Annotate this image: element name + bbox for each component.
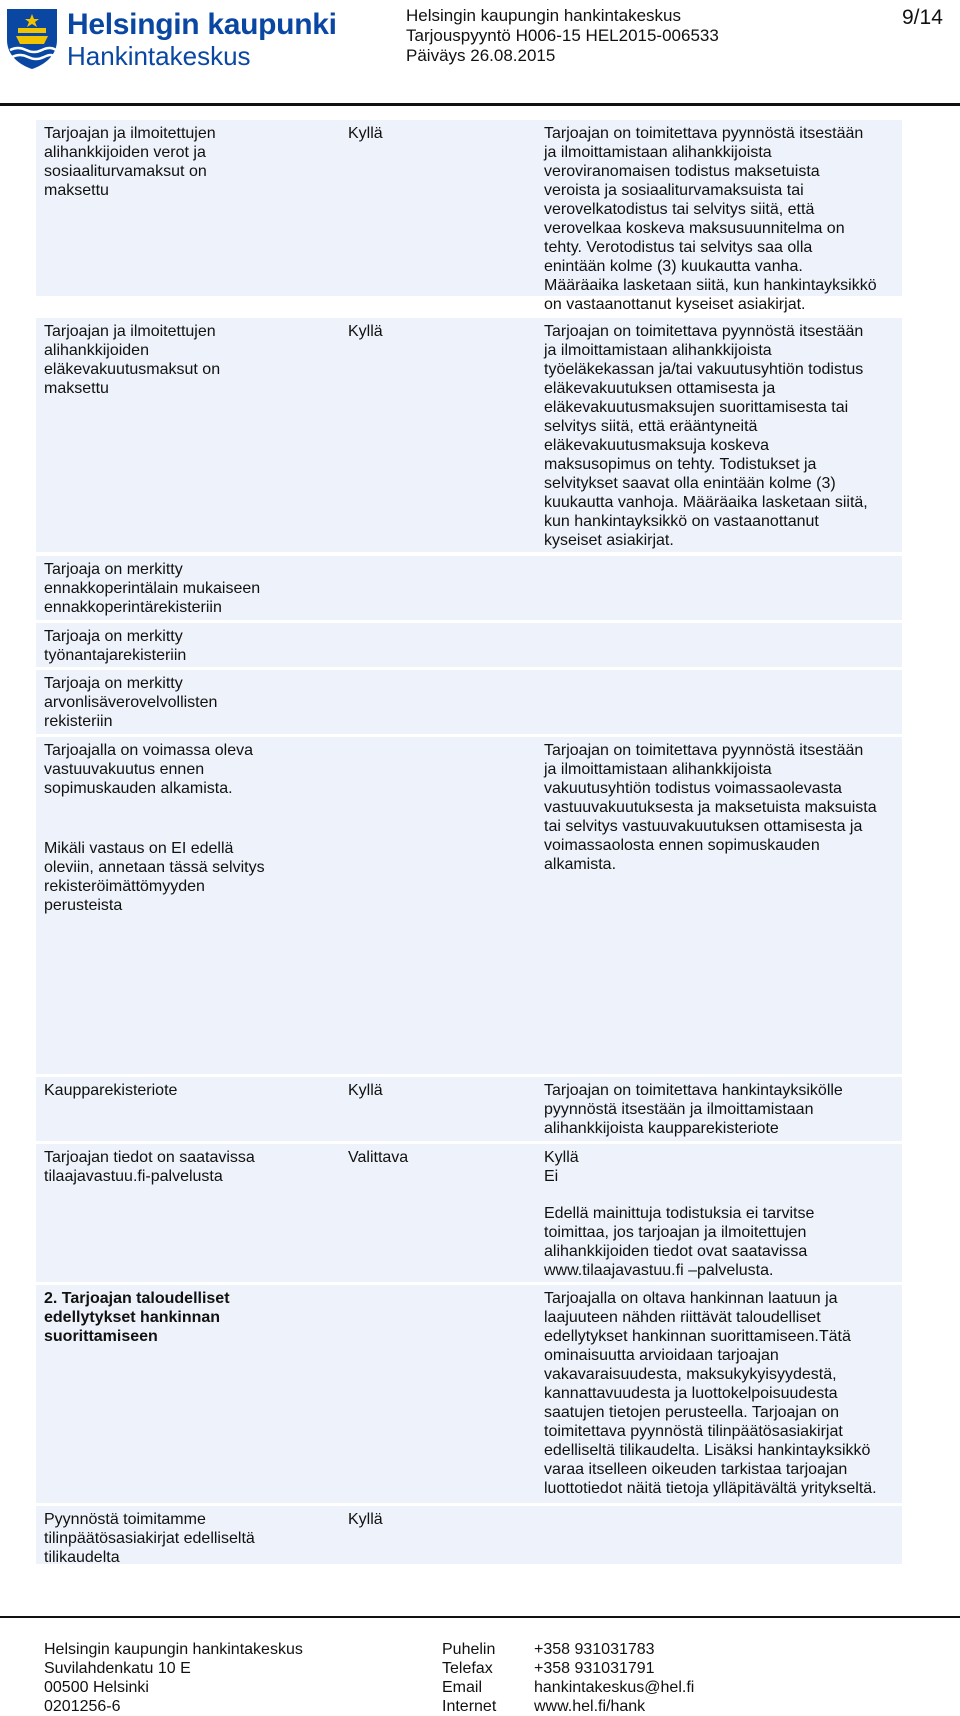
- page-number: 9/14: [902, 6, 943, 29]
- answer-cell: Kyllä: [348, 1511, 383, 1528]
- web-label: Internet: [442, 1698, 497, 1715]
- table-row-spacer: [36, 959, 902, 1023]
- requirement-cell: Tarjoaja on merkitty arvonlisäverovelvollisten rekisteriin: [44, 675, 218, 730]
- helsinki-logo: [4, 6, 337, 71]
- fax-value: +358 931031791: [534, 1660, 655, 1677]
- fax-label: Telefax: [442, 1660, 493, 1677]
- footer-org: Helsingin kaupungin hankintakeskus: [44, 1641, 303, 1658]
- description-cell: Tarjoajan on toimitettava pyynnöstä itsestään ja ilmoittamistaan alihankkijoista työeläkekassan ja/tai vakuutusyhtiön todistus eläkevakuutuksen ottamisesta ja eläkevakuutusmaksujen suorittamisesta tai selvitys siitä, että erääntyneitä eläkevakuutusmaksuja koskeva maksusopimus on tehty. Todistukset ja selvitykset saavat olla enintään kolme (3) kuukautta vanhoja. Määräaika lasketaan siitä, kun hankintayksikkö on vastaanottanut kyseiset asiakirjat.: [544, 323, 868, 549]
- requirement-cell: Tarjoajan ja ilmoitettujen alihankkijoiden verot ja sosiaaliturvamaksut on maksettu: [44, 125, 216, 199]
- description-cell: Kyllä Ei Edellä mainittuja todistuksia ei tarvitse toimittaa, jos tarjoajan ja ilmoitettujen alihankkijoiden tiedot ovat saatavissa www.tilaajavastuu.fi –palvelusta.: [544, 1149, 815, 1279]
- description-cell: Tarjoajan on toimitettava hankintayksikölle pyynnöstä itsestään ja ilmoittamistaan alihankkijoista kaupparekisteriote: [544, 1082, 843, 1137]
- footer-business-id: 0201256-6: [44, 1698, 121, 1715]
- requirement-cell: Tarjoajan ja ilmoitettujen alihankkijoiden eläkevakuutusmaksut on maksettu: [44, 323, 221, 397]
- header-info: [406, 6, 719, 66]
- table-row: [36, 1077, 902, 1141]
- footer-city: 00500 Helsinki: [44, 1679, 149, 1696]
- requirement-cell: Tarjoajalla on voimassa oleva vastuuvakuutus ennen sopimuskauden alkamista. Mikäli vastaus on EI edellä oleviin, annetaan tässä selvitys rekisteröimättömyyden perusteista: [44, 742, 265, 914]
- description-cell: Tarjoajan on toimitettava pyynnöstä itsestään ja ilmoittamistaan alihankkijoista veroviranomaisen todistus maksetuista veroista ja sosiaaliturvamaksuista tai verovelkatodistus tai selvitys siitä, että verovelkaa koskeva maksusuunnitelma on tehty. Verotodistus tai selvitys saa olla enintään kolme (3) kuukautta vanha. Määräaika lasketaan siitä, kun hankintayksikkö on vastaanottanut kyseiset asiakirjat.: [544, 125, 877, 313]
- header-date: Päiväys 26.08.2015: [406, 46, 556, 65]
- page-header: [0, 0, 960, 104]
- phone-value: +358 931031783: [534, 1641, 655, 1658]
- logo-subtitle: Hankintakeskus: [67, 41, 251, 71]
- answer-cell: Valittava: [348, 1149, 409, 1166]
- table-row: [36, 1285, 902, 1503]
- table-row: [36, 120, 902, 313]
- requirement-cell: Tarjoaja on merkitty työnantajarekisteriin: [44, 628, 187, 664]
- answer-cell: Kyllä: [348, 1082, 383, 1099]
- logo-title: Helsingin kaupunki: [67, 8, 337, 41]
- footer-divider: [0, 1616, 960, 1618]
- requirement-cell: Kaupparekisteriote: [44, 1082, 178, 1099]
- table-row: [36, 318, 902, 552]
- header-ref: Tarjouspyyntö H006-15 HEL2015-006533: [406, 26, 719, 45]
- description-cell: Tarjoajalla on oltava hankinnan laatuun ja laajuuteen nähden riittävät taloudelliset edellytykset hankinnan suorittamiseen.Tätä ominaisuutta arvioidaan tarjoajan vakavaraisuudesta, maksukykyisyydestä, kannattavuudesta ja luottokelpoisuudesta saatujen tietojen perusteella. Tarjoajan on toimitettava pyynnöstä tilinpäätösasiakirjat edelliseltä tilikaudelta. Lisäksi hankintayksikkö varaa itselleen oikeuden tarkistaa tarjoajan luottotiedot näitä tietoja ylläpitävältä yritykseltä.: [544, 1290, 877, 1497]
- description-cell: Tarjoajan on toimitettava pyynnöstä itsestään ja ilmoittamistaan alihankkijoista vakuutusyhtiön todistus voimassaolevasta vastuuvakuutuksesta ja maksetuista maksuista tai selvitys vastuuvakuutuksen ottamisesta ja voimassaolosta ennen sopimuskauden alkamista.: [544, 742, 877, 873]
- requirement-cell: Pyynnöstä toimitamme tilinpäätösasiakirjat edelliseltä tilikaudelta: [44, 1511, 255, 1566]
- email-link[interactable]: hankintakeskus@hel.fi: [534, 1679, 695, 1696]
- answer-cell: Kyllä: [348, 323, 383, 340]
- table-row: [36, 1506, 902, 1564]
- table-row: [36, 1144, 902, 1282]
- email-label: Email: [442, 1679, 483, 1696]
- table-row: [36, 737, 902, 1074]
- answer-cell: Kyllä: [348, 125, 383, 142]
- table-row: [36, 556, 902, 620]
- web-link[interactable]: www.hel.fi/hank: [534, 1698, 646, 1715]
- helsinki-crest-icon: [4, 6, 60, 70]
- requirement-cell: Tarjoaja on merkitty ennakkoperintälain mukaiseen ennakkoperintärekisteriin: [44, 561, 261, 616]
- footer-address: [44, 1640, 303, 1716]
- header-divider: [0, 103, 960, 106]
- table-row: [36, 623, 902, 667]
- footer-contact-labels: [442, 1640, 496, 1716]
- footer-street: Suvilahdenkatu 10 E: [44, 1660, 191, 1677]
- phone-label: Puhelin: [442, 1641, 496, 1658]
- table-row: [36, 670, 902, 734]
- footer-contact-values: [534, 1640, 694, 1716]
- requirement-cell: Tarjoajan tiedot on saatavissa tilaajavastuu.fi-palvelusta: [44, 1149, 255, 1185]
- section-heading: 2. Tarjoajan taloudelliset edellytykset hankinnan suorittamiseen: [44, 1290, 230, 1345]
- header-org: Helsingin kaupungin hankintakeskus: [406, 6, 682, 25]
